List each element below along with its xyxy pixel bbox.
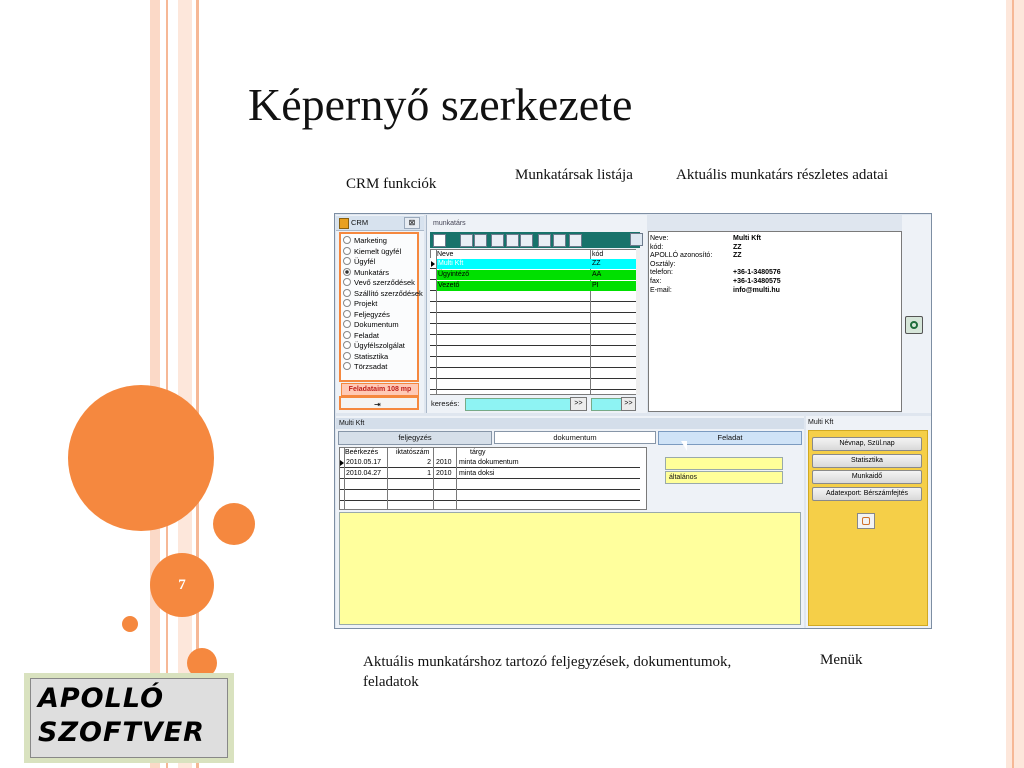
- crm-item[interactable]: [343, 278, 415, 288]
- menu-icon-button[interactable]: [857, 513, 875, 529]
- logo-line-1: APOLLÓ: [38, 683, 165, 714]
- tasks-button[interactable]: Feladataim 108 mp: [341, 383, 419, 396]
- decor-circle-small: [122, 616, 138, 632]
- crm-item-label: Ügyfélszolgálat: [354, 341, 405, 350]
- menu-button-adatexport[interactable]: Adatexport: Bérszámfejtés: [812, 487, 922, 501]
- radio-button[interactable]: [343, 257, 351, 265]
- radio-button[interactable]: [343, 331, 351, 339]
- crm-item-label: Vevő szerződések: [354, 278, 415, 287]
- crm-item[interactable]: [343, 331, 379, 341]
- doc-div-1: [344, 447, 345, 510]
- detail-value: +36-1-3480576: [733, 269, 781, 277]
- doc-div-2: [387, 447, 388, 510]
- caption-menus: Menük: [820, 652, 863, 668]
- search-icon[interactable]: [520, 234, 533, 247]
- crm-item-label: Marketing: [354, 236, 387, 245]
- crm-item-label: Feladat: [354, 330, 380, 340]
- decor-stripe-right-line: [1012, 0, 1014, 768]
- radio-button[interactable]: [343, 289, 351, 297]
- crm-item[interactable]: [343, 362, 387, 372]
- decor-circle-medium: [213, 503, 255, 545]
- caption-crm: CRM funkciók: [346, 176, 437, 192]
- crm-item[interactable]: [343, 341, 405, 351]
- crm-item[interactable]: [343, 247, 401, 257]
- crm-panel-header: [336, 216, 424, 231]
- menu-button-statisztika[interactable]: Statisztika: [812, 454, 922, 468]
- radio-button[interactable]: [343, 236, 351, 244]
- doc-date: 2010.05.17: [346, 459, 382, 466]
- tab-dokumentum[interactable]: dokumentum: [494, 431, 656, 444]
- detail-label: APOLLÓ azonosító:: [650, 252, 713, 260]
- crm-item-label: Kiemelt ügyfél: [354, 246, 402, 256]
- doc-div-4: [456, 447, 457, 510]
- page-number: 7: [178, 576, 186, 593]
- detail-label: fax:: [650, 278, 662, 285]
- crm-icon: [339, 218, 349, 229]
- export-icon[interactable]: [630, 233, 643, 246]
- row-pointer-icon: [431, 261, 435, 267]
- doc-year: 2010: [436, 470, 452, 477]
- task-combo-value: általános: [669, 474, 698, 481]
- detail-value: ZZ: [733, 252, 742, 260]
- search-button[interactable]: >>: [570, 397, 587, 411]
- radio-button[interactable]: [343, 362, 351, 370]
- radio-button[interactable]: [343, 268, 351, 276]
- search-label: keresés:: [431, 399, 460, 408]
- employee-name: Vezető: [438, 282, 460, 289]
- delete-icon[interactable]: [474, 234, 487, 247]
- doc-subject: minta doksi: [459, 470, 495, 477]
- menu-button-nevnap[interactable]: Névnap, Szül.nap: [812, 437, 922, 451]
- decor-circle-large: [68, 385, 214, 531]
- detail-value: +36-1-3480575: [733, 278, 781, 285]
- apollo-logo: [24, 673, 234, 763]
- crm-item-label: Törzsadat: [354, 362, 388, 371]
- list-icon[interactable]: [491, 234, 504, 247]
- radio-button[interactable]: [343, 320, 351, 328]
- decor-stripe-right: [1006, 0, 1024, 768]
- doc-year: 2010: [436, 459, 452, 466]
- crm-item[interactable]: [343, 236, 387, 246]
- crm-item[interactable]: [343, 320, 399, 330]
- detail-label: kód:: [650, 243, 664, 251]
- radio-button[interactable]: [343, 299, 351, 307]
- binoculars-icon[interactable]: [506, 234, 519, 247]
- crm-item[interactable]: [343, 299, 377, 309]
- employee-code: PI: [592, 282, 599, 289]
- tab-feladat[interactable]: Feladat: [658, 431, 802, 445]
- crm-item[interactable]: [343, 289, 423, 299]
- crm-item-label: Projekt: [354, 299, 378, 308]
- crm-item-label: Szállító szerződések: [354, 288, 423, 298]
- tab-feljegyzes[interactable]: feljegyzés: [338, 431, 492, 445]
- doc-number: 1: [427, 470, 431, 477]
- radio-button[interactable]: [343, 278, 351, 286]
- detail-value: ZZ: [733, 243, 742, 251]
- camera-icon[interactable]: [905, 316, 923, 334]
- employee-code: ZZ: [592, 260, 601, 267]
- doc-row-pointer-icon: [340, 460, 344, 466]
- detail-value: Multi Kft: [733, 235, 761, 242]
- slide-title: Képernyő szerkezete: [248, 79, 633, 130]
- crm-item-label: Ügyfél: [354, 257, 376, 266]
- search-input-2[interactable]: [591, 398, 623, 411]
- detail-label: E-mail:: [650, 286, 672, 294]
- employee-col-name: Neve: [437, 251, 454, 258]
- doc-date: 2010.04.27: [346, 470, 382, 477]
- excel-icon[interactable]: [553, 234, 566, 247]
- decor-stripe-2: [166, 0, 168, 768]
- employee-panel-title: munkatárs: [433, 220, 466, 227]
- task-combo-2[interactable]: [665, 471, 783, 484]
- doc-col-date: Beérkezés: [345, 449, 379, 456]
- doc-subject: minta dokumentum: [459, 459, 519, 466]
- search-input[interactable]: [465, 398, 571, 411]
- crm-item-label: Munkatárs: [354, 267, 390, 277]
- employee-row[interactable]: [437, 259, 636, 269]
- crm-item[interactable]: [343, 268, 389, 278]
- doc-col-num: iktatószám: [396, 449, 430, 456]
- employee-name: Multi Kft: [438, 260, 464, 267]
- exit-icon-toolbar[interactable]: [569, 234, 582, 247]
- employee-col-code: kód: [592, 251, 604, 258]
- employee-row[interactable]: [437, 281, 636, 291]
- radio-button[interactable]: [343, 247, 351, 255]
- employee-code: AA: [592, 271, 602, 278]
- menu-panel-title: Multi Kft: [808, 419, 834, 426]
- crm-item-label: Dokumentum: [354, 320, 399, 329]
- detail-value: info@multi.hu: [733, 286, 780, 294]
- print-icon[interactable]: [538, 234, 551, 247]
- employee-name: Ügyintéző: [438, 271, 470, 278]
- radio-button[interactable]: [343, 341, 351, 349]
- caption-bottom: Aktuális munkatárshoz tartozó feljegyzések, dokumentumok, feladatok: [363, 654, 732, 690]
- radio-button[interactable]: [343, 352, 351, 360]
- detail-label: Osztály:: [650, 260, 676, 268]
- mouse-cursor-icon: [681, 441, 687, 451]
- decor-stripe-1: [150, 0, 160, 768]
- page-number-circle: [150, 553, 214, 617]
- details-side: [902, 215, 931, 413]
- crm-item[interactable]: [343, 310, 390, 320]
- search-button-2[interactable]: >>: [621, 397, 636, 411]
- task-combo-1[interactable]: [665, 457, 783, 470]
- caption-list: Munkatársak listája: [515, 167, 633, 183]
- bottom-panel-title: Multi Kft: [336, 418, 804, 429]
- caption-details: Aktuális munkatárs részletes adatai: [676, 167, 889, 183]
- menu-button-munkaido[interactable]: Munkaidő: [812, 470, 922, 484]
- edit-icon[interactable]: [460, 234, 473, 247]
- employee-scrollbar[interactable]: [636, 249, 640, 395]
- crm-item-label: Statisztika: [354, 351, 389, 361]
- exit-icon: ⇥: [374, 400, 381, 409]
- employee-row[interactable]: [437, 270, 636, 280]
- note-textarea[interactable]: [339, 512, 801, 625]
- detail-label: Neve:: [650, 235, 669, 242]
- crm-item[interactable]: [343, 257, 375, 267]
- crm-close-button[interactable]: ⊠: [404, 217, 420, 229]
- crm-item-label: Feljegyzés: [354, 309, 390, 319]
- logo-line-2: SZOFTVER: [38, 717, 205, 748]
- new-record-icon[interactable]: [433, 234, 446, 247]
- doc-number: 2: [427, 459, 431, 466]
- doc-div-3: [433, 447, 434, 510]
- detail-label: telefon:: [650, 269, 673, 277]
- doc-col-subject: tárgy: [470, 449, 486, 456]
- crm-title: CRM: [351, 218, 369, 227]
- exit-button[interactable]: [339, 396, 419, 410]
- radio-button[interactable]: [343, 310, 351, 318]
- crm-item[interactable]: [343, 352, 388, 362]
